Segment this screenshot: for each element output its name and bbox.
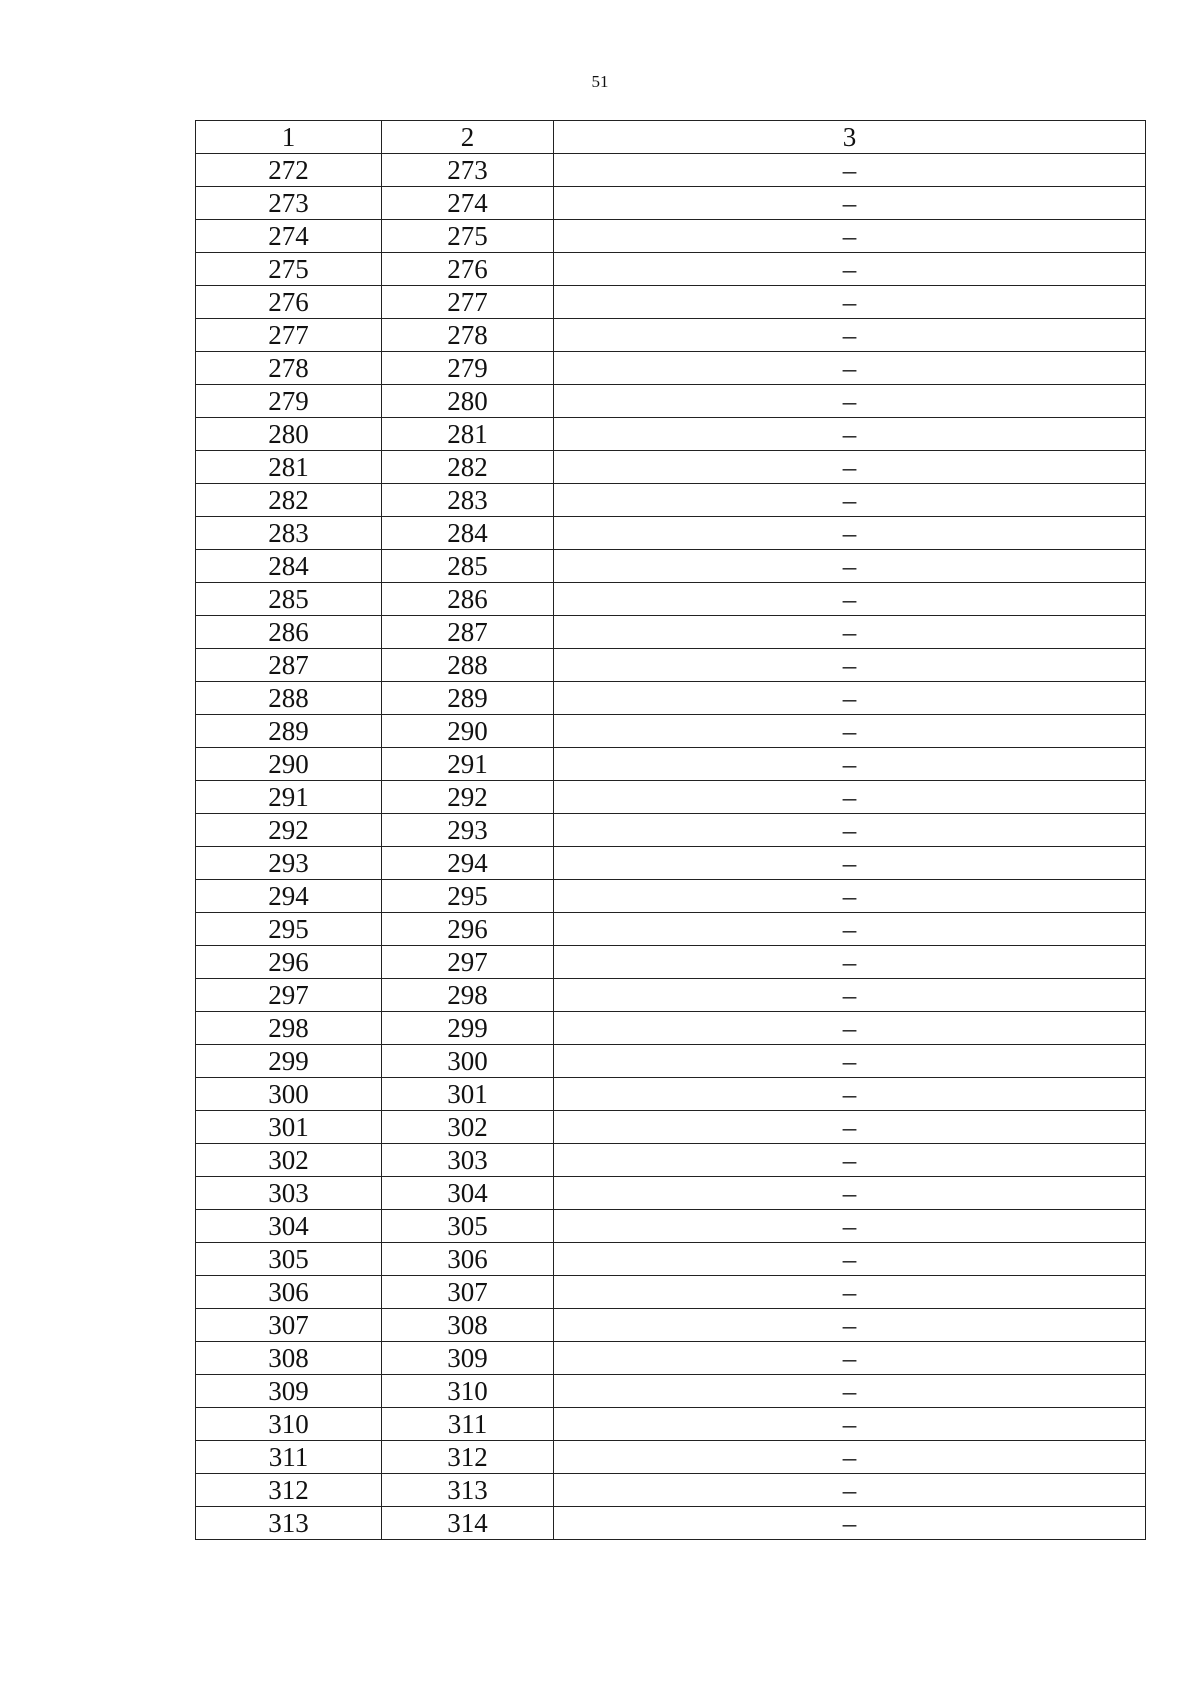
table-row: [196, 385, 1146, 418]
table-cell-col2: 280: [382, 385, 554, 418]
table-cell-col3: –: [554, 352, 1146, 385]
table-row: [196, 913, 1146, 946]
table-cell-col2: 284: [382, 517, 554, 550]
table-row: [196, 616, 1146, 649]
table-cell-col1: 280: [196, 418, 382, 451]
table-row: [196, 517, 1146, 550]
table-cell-col2: 299: [382, 1012, 554, 1045]
table-row: [196, 781, 1146, 814]
table-cell-col1: 311: [196, 1441, 382, 1474]
table-cell-col1: 291: [196, 781, 382, 814]
table-cell-col1: 308: [196, 1342, 382, 1375]
table-cell-col2: 311: [382, 1408, 554, 1441]
table-cell-col1: 294: [196, 880, 382, 913]
table-cell-col2: 303: [382, 1144, 554, 1177]
table-cell-col3: –: [554, 715, 1146, 748]
table-cell-col2: 304: [382, 1177, 554, 1210]
table-row: [196, 1144, 1146, 1177]
table-cell-col1: 283: [196, 517, 382, 550]
table-cell-col2: 285: [382, 550, 554, 583]
table-row: [196, 1078, 1146, 1111]
table-row: [196, 1408, 1146, 1441]
table-cell-col3: –: [554, 1276, 1146, 1309]
table-cell-col2: 314: [382, 1507, 554, 1540]
table-row: [196, 253, 1146, 286]
table-row: [196, 847, 1146, 880]
table-cell-col3: –: [554, 649, 1146, 682]
table-row: [196, 1342, 1146, 1375]
table-cell-col1: 289: [196, 715, 382, 748]
table-row: [196, 1507, 1146, 1540]
table-cell-col3: –: [554, 1045, 1146, 1078]
table-row: [196, 550, 1146, 583]
table-cell-col1: 298: [196, 1012, 382, 1045]
table-cell-col3: –: [554, 319, 1146, 352]
table-row: [196, 418, 1146, 451]
table-cell-col2: 291: [382, 748, 554, 781]
table-row: [196, 1045, 1146, 1078]
table-cell-col3: –: [554, 1474, 1146, 1507]
table-cell-col3: –: [554, 583, 1146, 616]
table-row: [196, 715, 1146, 748]
table-cell-col3: –: [554, 1375, 1146, 1408]
table-cell-col1: 288: [196, 682, 382, 715]
table-cell-col3: –: [554, 1177, 1146, 1210]
table-cell-col3: –: [554, 1012, 1146, 1045]
table-cell-col2: 289: [382, 682, 554, 715]
table-cell-col1: 305: [196, 1243, 382, 1276]
table-cell-col3: –: [554, 187, 1146, 220]
table-cell-col2: 283: [382, 484, 554, 517]
table-cell-col1: 309: [196, 1375, 382, 1408]
table-cell-col1: 287: [196, 649, 382, 682]
table-cell-col1: 296: [196, 946, 382, 979]
table-cell-col2: 277: [382, 286, 554, 319]
table-row: [196, 1012, 1146, 1045]
table-cell-col3: –: [554, 484, 1146, 517]
table-cell-col3: –: [554, 979, 1146, 1012]
table-cell-col3: –: [554, 286, 1146, 319]
table-cell-col2: 302: [382, 1111, 554, 1144]
table-cell-col2: 301: [382, 1078, 554, 1111]
table-cell-col1: 299: [196, 1045, 382, 1078]
table-row: [196, 286, 1146, 319]
table-cell-col2: 298: [382, 979, 554, 1012]
table-row: [196, 682, 1146, 715]
table-cell-col3: –: [554, 847, 1146, 880]
table-cell-col2: 296: [382, 913, 554, 946]
table-cell-col1: 272: [196, 154, 382, 187]
table-cell-col1: 306: [196, 1276, 382, 1309]
table-row: [196, 352, 1146, 385]
table-cell-col3: –: [554, 451, 1146, 484]
table-row: [196, 979, 1146, 1012]
table-row: [196, 1177, 1146, 1210]
table-cell-col3: –: [554, 1441, 1146, 1474]
table-cell-col2: 275: [382, 220, 554, 253]
table-cell-col1: 273: [196, 187, 382, 220]
table-cell-col3: –: [554, 781, 1146, 814]
table-cell-col1: 293: [196, 847, 382, 880]
table-row: [196, 319, 1146, 352]
table-cell-col1: 281: [196, 451, 382, 484]
table-cell-col1: 282: [196, 484, 382, 517]
table-cell-col3: –: [554, 154, 1146, 187]
table-cell-col3: –: [554, 1210, 1146, 1243]
table-cell-col2: 308: [382, 1309, 554, 1342]
table-cell-col1: 290: [196, 748, 382, 781]
table-cell-col2: 274: [382, 187, 554, 220]
table-cell-col1: 285: [196, 583, 382, 616]
table-row: [196, 220, 1146, 253]
table-cell-col2: 295: [382, 880, 554, 913]
table-cell-col3: –: [554, 220, 1146, 253]
table-cell-col2: 279: [382, 352, 554, 385]
table-cell-col3: –: [554, 550, 1146, 583]
table-cell-col1: 276: [196, 286, 382, 319]
table-row: [196, 484, 1146, 517]
table-cell-col3: –: [554, 616, 1146, 649]
table-row: [196, 1243, 1146, 1276]
table-row: [196, 154, 1146, 187]
table-cell-col2: 281: [382, 418, 554, 451]
column-header-1: 1: [196, 121, 382, 154]
table-header-row: [196, 121, 1146, 154]
table-row: [196, 814, 1146, 847]
table-cell-col2: 297: [382, 946, 554, 979]
page-number: 51: [591, 72, 609, 91]
table-cell-col1: 275: [196, 253, 382, 286]
table-row: [196, 649, 1146, 682]
table-cell-col2: 313: [382, 1474, 554, 1507]
table-cell-col3: –: [554, 418, 1146, 451]
table-cell-col3: –: [554, 913, 1146, 946]
table-cell-col2: 292: [382, 781, 554, 814]
table-cell-col2: 288: [382, 649, 554, 682]
table-row: [196, 748, 1146, 781]
table-cell-col3: –: [554, 880, 1146, 913]
table-row: [196, 1276, 1146, 1309]
table-row: [196, 187, 1146, 220]
table-cell-col1: 303: [196, 1177, 382, 1210]
table-cell-col1: 286: [196, 616, 382, 649]
table-cell-col2: 293: [382, 814, 554, 847]
table-cell-col3: –: [554, 748, 1146, 781]
column-header-3: 3: [554, 121, 1146, 154]
table-cell-col2: 282: [382, 451, 554, 484]
table-body: [196, 154, 1146, 1540]
table-cell-col3: –: [554, 517, 1146, 550]
table-cell-col2: 307: [382, 1276, 554, 1309]
table-cell-col1: 277: [196, 319, 382, 352]
table-cell-col1: 284: [196, 550, 382, 583]
table-cell-col1: 301: [196, 1111, 382, 1144]
column-header-2: 2: [382, 121, 554, 154]
table-cell-col3: –: [554, 1309, 1146, 1342]
table-cell-col2: 276: [382, 253, 554, 286]
table-cell-col3: –: [554, 1144, 1146, 1177]
data-table: [195, 120, 1146, 1540]
table-cell-col3: –: [554, 682, 1146, 715]
table-cell-col1: 304: [196, 1210, 382, 1243]
table-row: [196, 1210, 1146, 1243]
table-cell-col1: 274: [196, 220, 382, 253]
table-cell-col3: –: [554, 1507, 1146, 1540]
table-cell-col3: –: [554, 1078, 1146, 1111]
table-cell-col1: 310: [196, 1408, 382, 1441]
table-row: [196, 1441, 1146, 1474]
table-cell-col2: 306: [382, 1243, 554, 1276]
table-cell-col2: 300: [382, 1045, 554, 1078]
table-cell-col1: 295: [196, 913, 382, 946]
table-row: [196, 1474, 1146, 1507]
table-cell-col1: 279: [196, 385, 382, 418]
table-cell-col2: 310: [382, 1375, 554, 1408]
table-row: [196, 946, 1146, 979]
table-cell-col2: 287: [382, 616, 554, 649]
table-cell-col3: –: [554, 253, 1146, 286]
table-row: [196, 1375, 1146, 1408]
table-cell-col3: –: [554, 1342, 1146, 1375]
table-cell-col3: –: [554, 1111, 1146, 1144]
table-cell-col3: –: [554, 814, 1146, 847]
table-cell-col2: 286: [382, 583, 554, 616]
table-row: [196, 1111, 1146, 1144]
table-cell-col3: –: [554, 1243, 1146, 1276]
table-cell-col3: –: [554, 385, 1146, 418]
table-cell-col2: 273: [382, 154, 554, 187]
table-cell-col2: 294: [382, 847, 554, 880]
table-cell-col2: 312: [382, 1441, 554, 1474]
table-cell-col1: 292: [196, 814, 382, 847]
table-cell-col1: 297: [196, 979, 382, 1012]
table-cell-col1: 312: [196, 1474, 382, 1507]
table-cell-col1: 302: [196, 1144, 382, 1177]
table-cell-col2: 278: [382, 319, 554, 352]
table-row: [196, 880, 1146, 913]
table-cell-col1: 313: [196, 1507, 382, 1540]
table-row: [196, 451, 1146, 484]
table-cell-col2: 305: [382, 1210, 554, 1243]
table-row: [196, 1309, 1146, 1342]
table-cell-col2: 309: [382, 1342, 554, 1375]
table-row: [196, 583, 1146, 616]
table-cell-col3: –: [554, 946, 1146, 979]
table-cell-col1: 300: [196, 1078, 382, 1111]
table-cell-col2: 290: [382, 715, 554, 748]
table-cell-col1: 278: [196, 352, 382, 385]
table-cell-col1: 307: [196, 1309, 382, 1342]
table-cell-col3: –: [554, 1408, 1146, 1441]
